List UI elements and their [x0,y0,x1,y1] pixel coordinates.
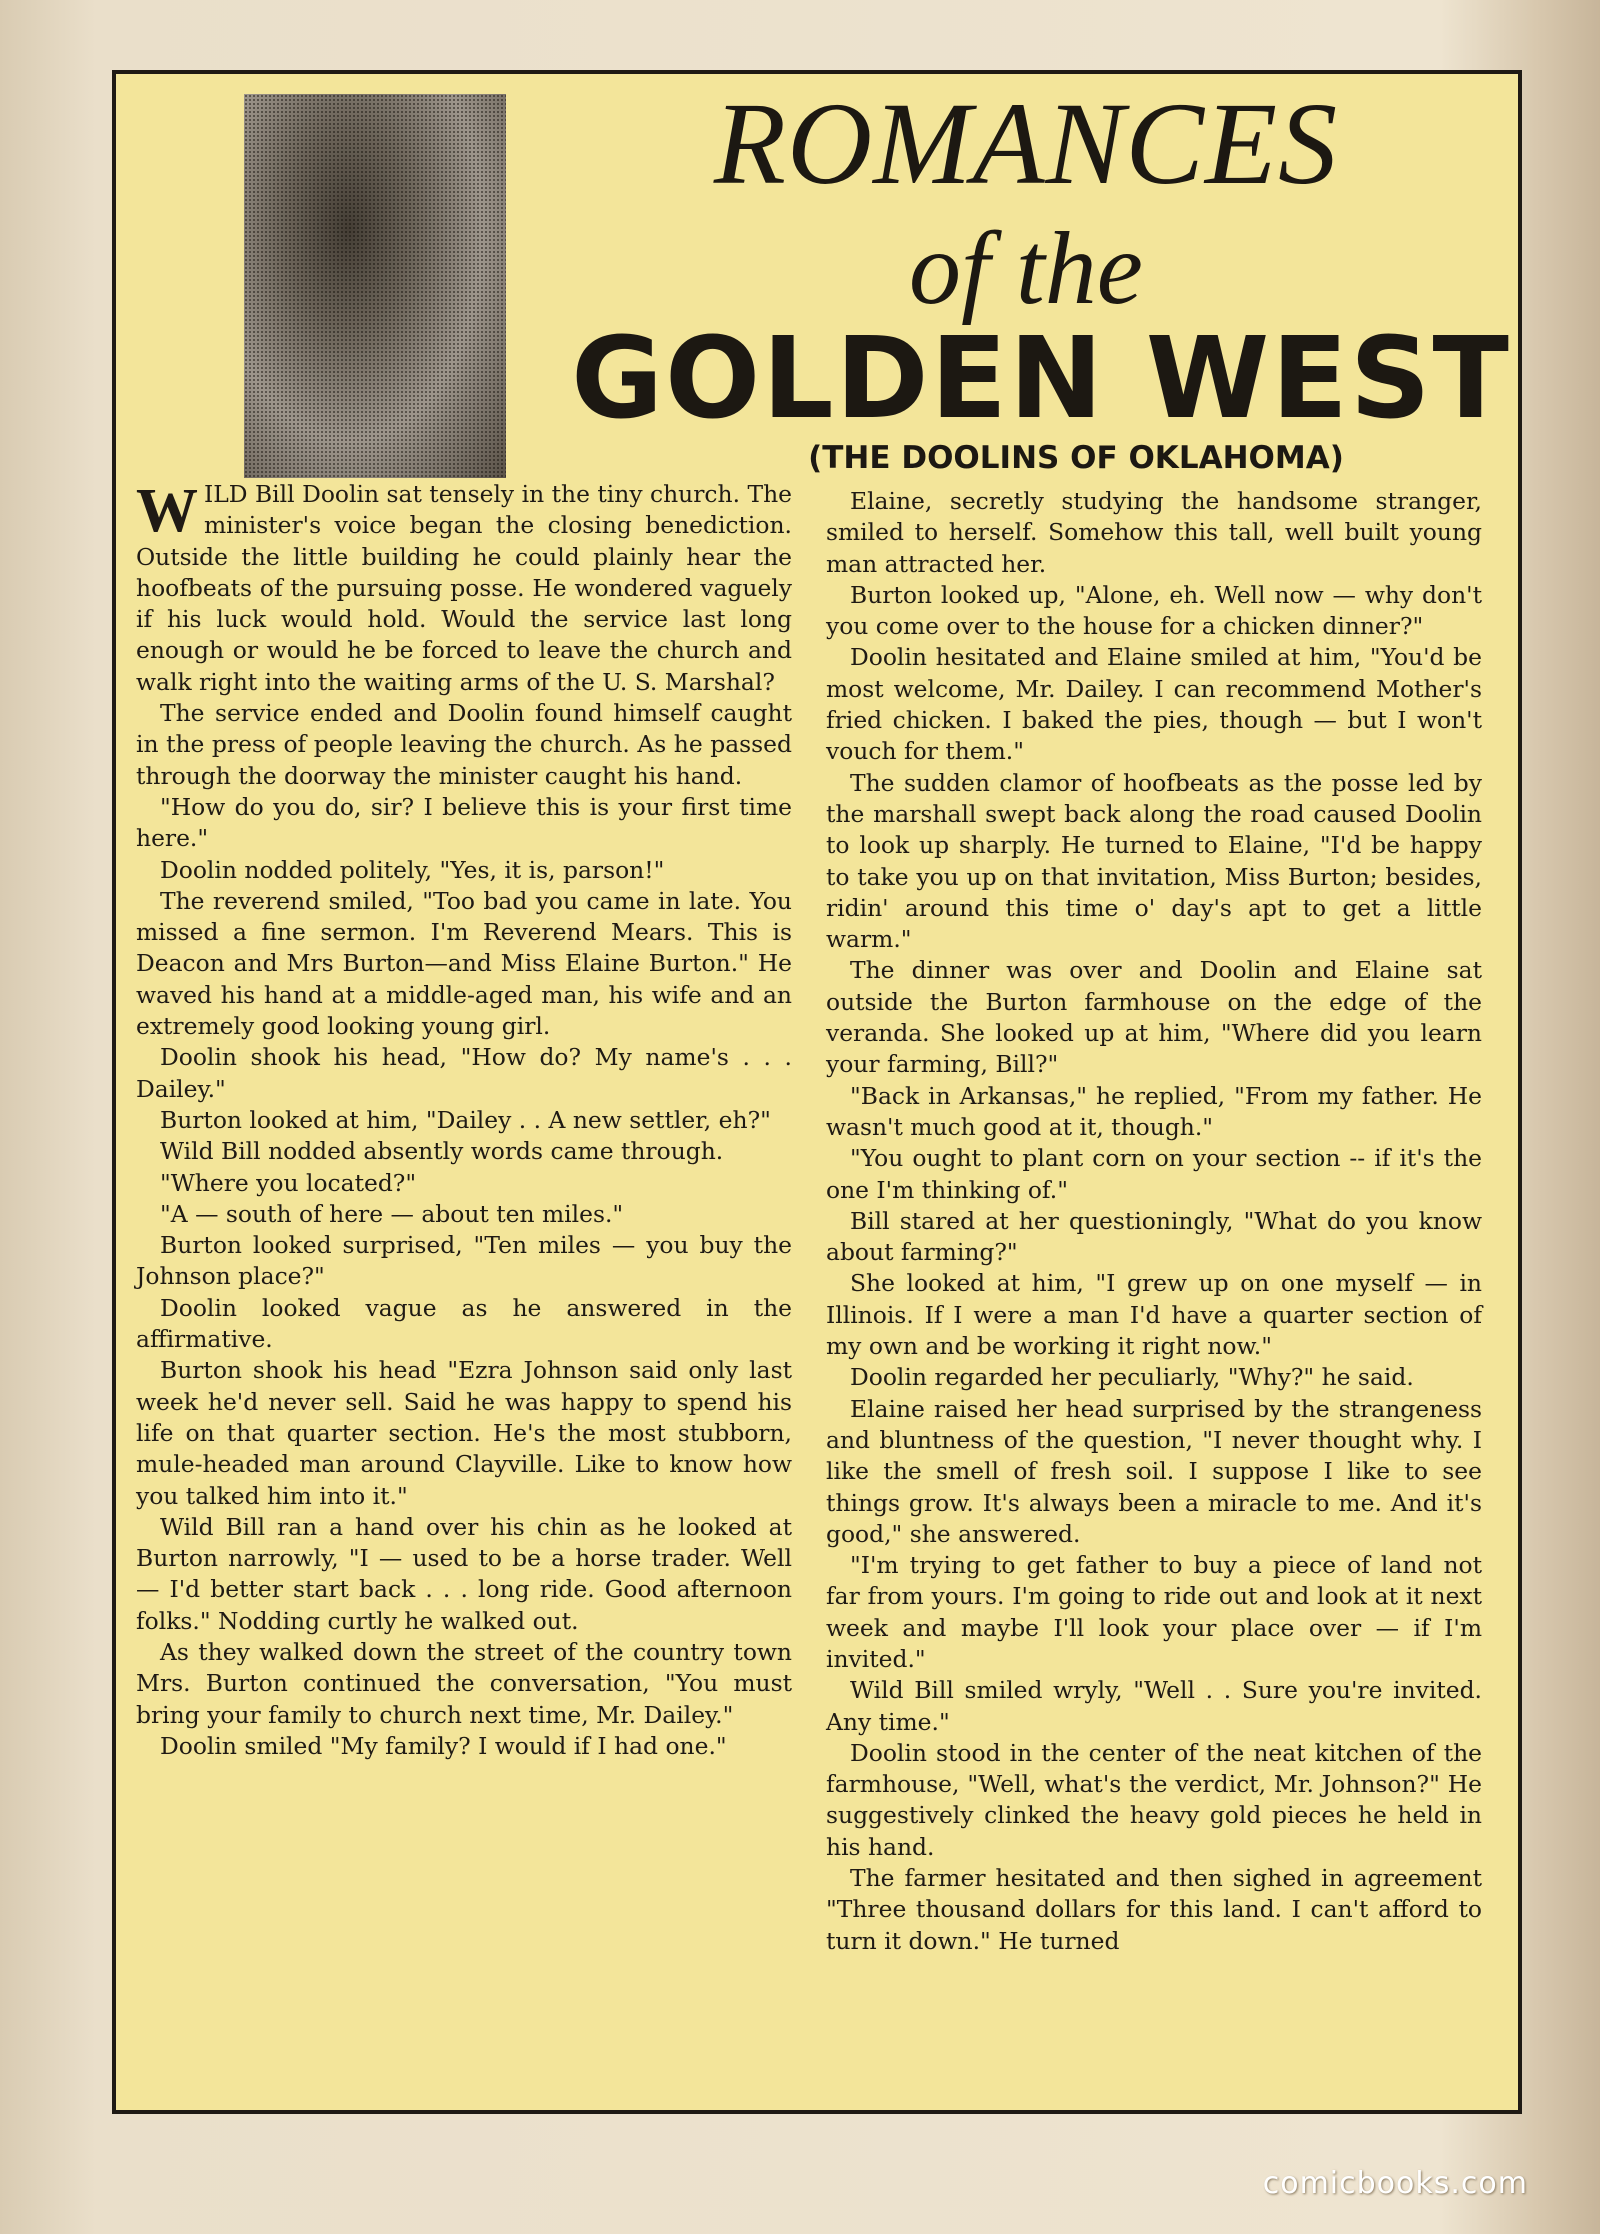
paragraph: "You ought to plant corn on your section -- if it's the one I'm thinking of." [826,1144,1482,1204]
paragraph: Doolin shook his head, "How do? My name's . . . Dailey." [136,1043,792,1103]
story-column-right [826,486,1482,1957]
title-line-golden-west: GOLDEN WEST [571,314,1511,444]
paragraph: Doolin nodded politely, "Yes, it is, parson!" [160,855,665,884]
paragraph: "How do you do, sir? I believe this is your first time here." [136,792,792,853]
site-watermark: comicbooks.com [1262,2166,1528,2201]
paragraph: She looked at him, "I grew up on one myself — in Illinois. If I were a man I'd have a quarter section of my own and be working it right now." [826,1269,1482,1361]
paragraph: Doolin stood in the center of the neat kitchen of the farmhouse, "Well, what's the verdict, Mr. Johnson?" He suggestively clinked the heavy gold pieces he held in his hand. [826,1738,1482,1861]
paragraph: Burton looked surprised, "Ten miles — you buy the Johnson place?" [136,1231,792,1291]
paragraph: Burton looked at him, "Dailey . . A new settler, eh?" [160,1105,771,1134]
story-panel [112,70,1522,2114]
paragraph: Elaine raised her head surprised by the strangeness and bluntness of the question, "I never thought why. I like the smell of fresh soil. I suppose I like to see things grow. It's always been a miracle to me. And it's good," she answered. [826,1394,1482,1548]
paragraph: Wild Bill smiled wryly, "Well . . Sure you're invited. Any time." [826,1676,1482,1736]
paragraph: The service ended and Doolin found himself caught in the press of people leaving the church. As he passed through the doorway the minister caught his hand. [136,699,792,790]
paragraph: Burton looked up, "Alone, eh. Well now — why don't you come over to the house for a chicken dinner?" [826,580,1482,641]
paragraph: "Where you located?" [160,1168,417,1197]
paragraph: Doolin hesitated and Elaine smiled at him, "You'd be most welcome, Mr. Dailey. I can recommend Mother's fried chicken. I baked the pies, though — but I won't vouch for them." [826,643,1482,766]
paragraph: Wild Bill nodded absently words came through. [160,1137,724,1166]
paragraph: Doolin regarded her peculiarly, "Why?" he said. [850,1363,1414,1392]
title-line-of-the: of the [909,211,1143,326]
paragraph: The reverend smiled, "Too bad you came in late. You missed a fine sermon. I'm Reverend Mears. This is Deacon and Mrs Burton—and Miss Elaine Burton." He waved his hand at a middle-aged man, his wife and an extremely good looking young girl. [136,886,792,1041]
paragraph: The farmer hesitated and then sighed in agreement "Three thousand dollars for this land. I can't afford to turn it down." He turned [826,1864,1482,1955]
paragraph: Elaine, secretly studying the handsome stranger, smiled to herself. Somehow this tall, well built young man attracted her. [826,487,1482,578]
paragraph: Doolin smiled "My family? I would if I had one." [160,1731,727,1760]
paragraph: Bill stared at her questioningly, "What do you know about farming?" [826,1206,1482,1267]
paragraph: Wild Bill ran a hand over his chin as he looked at Burton narrowly, "I — used to be a horse trader. Well — I'd better start back . . . long ride. Good afternoon folks." Nodding curtly he walked out. [136,1512,792,1635]
paragraph: The sudden clamor of hoofbeats as the posse led by the marshall swept back along the road caused Doolin to look up sharply. He turned to Elaine, "I'd be happy to take you up on that invitation, Miss Burton; besides, ridin' around this time o' day's apt to get a little warm." [826,768,1482,954]
illustration-photo [244,94,506,478]
paragraph: As they walked down the street of the country town Mrs. Burton continued the conversation, "You must bring your family to church next time, Mr. Dailey." [136,1637,792,1729]
story-column-left [136,479,792,1762]
paragraph: WILD Bill Doolin sat tensely in the tiny church. The minister's voice began the closing benediction. Outside the little building he could plainly hear the hoofbeats of the pursuing posse. He wondered vaguely if his luck would hold. Would the service last long enough or would he be forced to leave the church and walk right into the waiting arms of the U. S. Marshal? [136,477,792,696]
paragraph: Burton shook his head "Ezra Johnson said only last week he'd never sell. Said he was happy to spend his life on that quarter section. He's the most stubborn, mule-headed man around Clayville. Like to know how you talked him into it." [136,1356,792,1510]
paragraph: The dinner was over and Doolin and Elaine sat outside the Burton farmhouse on the edge of the veranda. She looked up at him, "Where did you learn your farming, Bill?" [826,956,1482,1079]
paragraph: "A — south of here — about ten miles." [160,1199,624,1228]
title-line-romances: ROMANCES [713,78,1339,209]
story-subtitle: (THE DOOLINS OF OKLAHOMA) [808,440,1344,476]
paragraph: "Back in Arkansas," he replied, "From my father. He wasn't much good at it, though." [826,1081,1482,1141]
paragraph: "I'm trying to get father to buy a piece of land not far from yours. I'm going to ride out and look at it next week and maybe I'll look your place over — if I'm invited." [826,1551,1482,1673]
drop-cap: W [136,477,198,545]
paragraph: Doolin looked vague as he answered in the affirmative. [136,1293,792,1354]
